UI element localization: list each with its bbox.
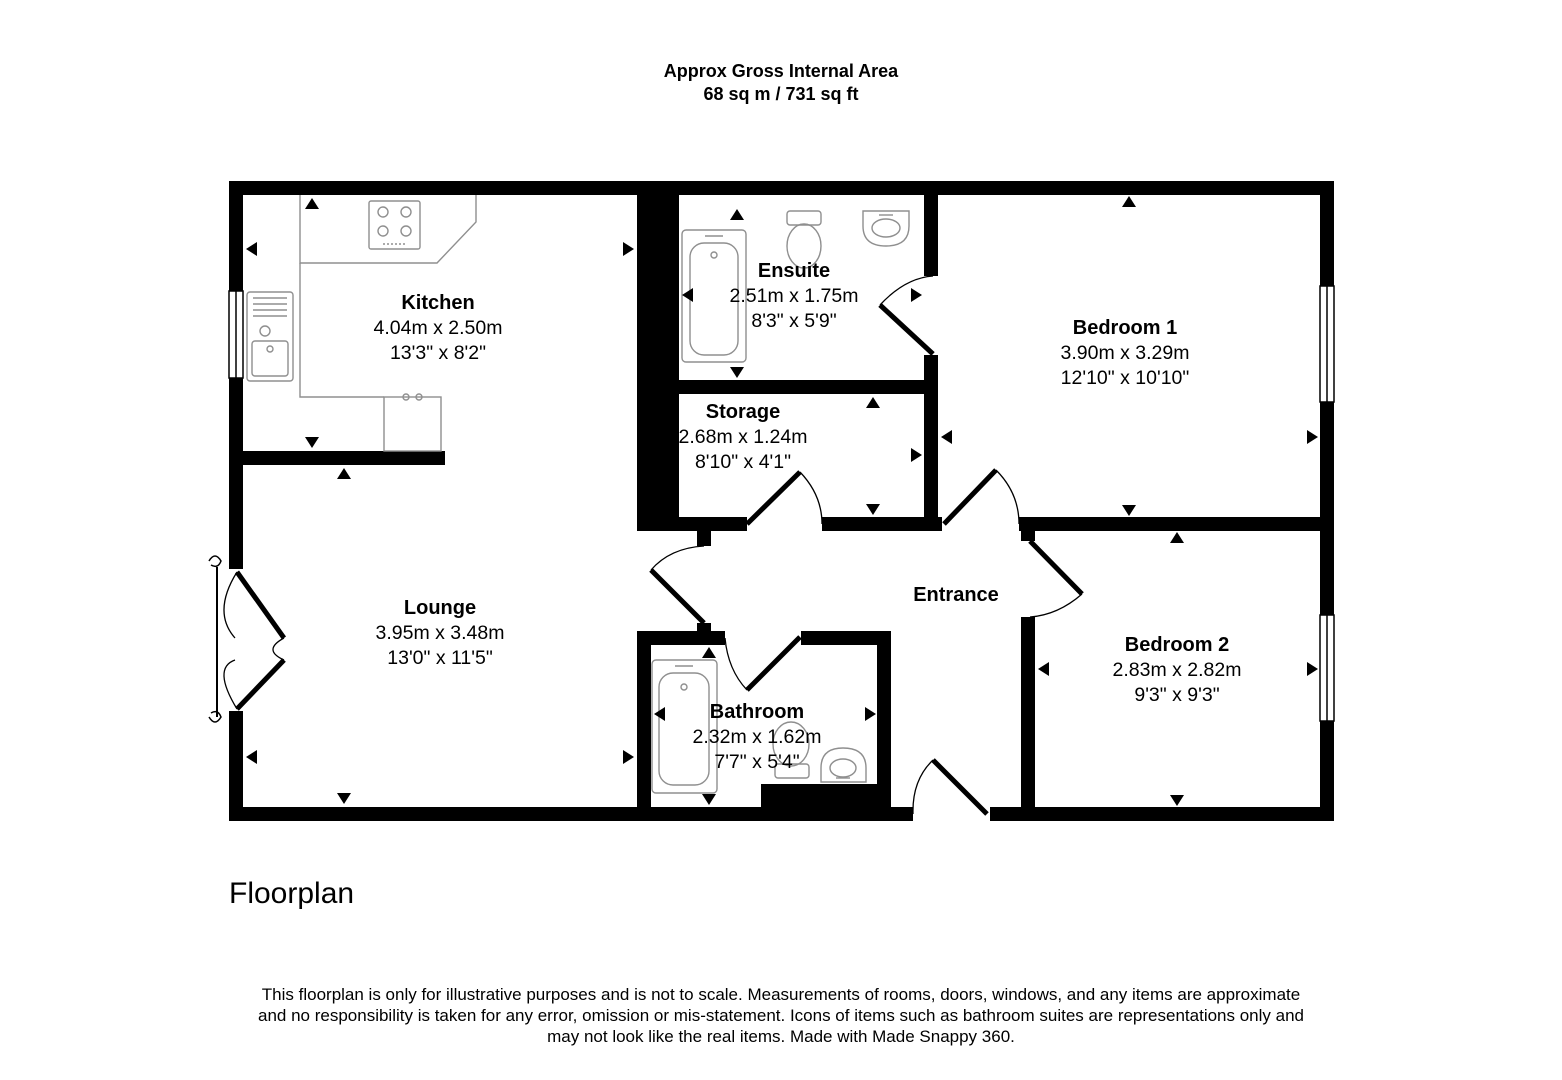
disclaimer: [180, 984, 1382, 1047]
ensuite-basin-icon: [863, 211, 909, 246]
area-title: Approx Gross Internal Area: [663, 61, 899, 81]
ensuite-imperial: 8'3" x 5'9": [751, 310, 837, 332]
storage-imperial: 8'10" x 4'1": [694, 451, 792, 473]
bathroom-name: Bathroom: [709, 701, 805, 723]
ensuite-door: [880, 276, 933, 354]
kitchen-metric: 4.04m x 2.50m: [373, 317, 503, 339]
lounge-name: Lounge: [403, 597, 477, 619]
bedroom1-imperial: 12'10" x 10'10": [1060, 367, 1190, 389]
storage-name: Storage: [705, 401, 781, 423]
french-door: [209, 556, 284, 722]
room-labels: [374, 260, 1242, 773]
floorplan-title: Floorplan: [229, 877, 355, 910]
kitchen-sink-icon: [247, 292, 293, 381]
bedroom2-imperial: 9'3" x 9'3": [1134, 684, 1220, 706]
bathroom-basin-icon: [821, 748, 866, 782]
entrance-door: [913, 760, 987, 814]
bathroom-door: [725, 637, 800, 690]
lounge-door: [651, 546, 704, 623]
storage-door: [747, 472, 822, 524]
ensuite-metric: 2.51m x 1.75m: [729, 285, 859, 307]
bedroom2-door: [1030, 541, 1082, 617]
bedroom2-name: Bedroom 2: [1124, 634, 1230, 656]
kitchen-imperial: 13'3" x 8'2": [389, 342, 487, 364]
kitchen-cabinet-icon: [384, 394, 441, 451]
entrance-name: Entrance: [913, 584, 999, 606]
kitchen-name: Kitchen: [401, 292, 475, 314]
lounge-metric: 3.95m x 3.48m: [375, 622, 505, 644]
lounge-imperial: 13'0" x 11'5": [387, 647, 493, 669]
disclaimer-line-1: This floorplan is only for illustrative purposes and is not to scale. Measurements of rooms, doors, windows, and any items are approximate: [261, 985, 1301, 1004]
bedroom2-metric: 2.83m x 2.82m: [1112, 659, 1242, 681]
bathroom-metric: 2.32m x 1.62m: [692, 726, 822, 748]
ensuite-name: Ensuite: [757, 260, 831, 282]
disclaimer-line-3: may not look like the real items. Made with Made Snappy 360.: [547, 1027, 1015, 1046]
storage-metric: 2.68m x 1.24m: [678, 426, 808, 448]
disclaimer-line-2: and no responsibility is taken for any error, omission or mis-statement. Icons of items such as bathroom suites are representations only and: [258, 1006, 1304, 1025]
bedroom1-metric: 3.90m x 3.29m: [1060, 342, 1190, 364]
hob-icon: [369, 201, 420, 249]
bedroom1-name: Bedroom 1: [1072, 317, 1178, 339]
bedroom1-door: [944, 470, 1019, 524]
area-value: 68 sq m / 731 sq ft: [703, 84, 859, 104]
bathroom-imperial: 7'7" x 5'4": [714, 751, 800, 773]
